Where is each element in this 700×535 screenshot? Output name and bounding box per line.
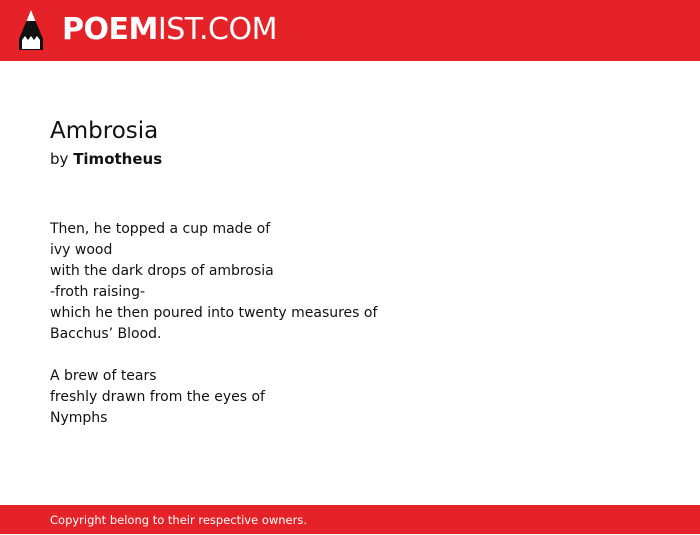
byline bbox=[50, 149, 162, 169]
poem-title: Ambrosia bbox=[50, 118, 159, 144]
pencil-tip-icon[interactable] bbox=[16, 9, 46, 52]
poem-body bbox=[50, 219, 377, 429]
poem-line: with the dark drops of ambrosia bbox=[50, 263, 274, 279]
poem-line: A brew of tears bbox=[50, 368, 157, 384]
poem-line: ivy wood bbox=[50, 242, 113, 258]
poem-line: Then, he topped a cup made of bbox=[50, 221, 271, 237]
logo-light-text: IST.COM bbox=[157, 12, 277, 47]
poem-line: freshly drawn from the eyes of bbox=[50, 389, 265, 405]
poem-line: which he then poured into twenty measures of bbox=[50, 305, 378, 321]
author-name[interactable]: Timotheus bbox=[73, 150, 163, 168]
poem-line: Bacchus’ Blood. bbox=[50, 326, 162, 342]
stanza bbox=[50, 219, 377, 345]
logo-bold-text: POEM bbox=[62, 12, 158, 47]
site-footer bbox=[0, 505, 700, 534]
stanza bbox=[50, 366, 377, 429]
copyright-text: Copyright belong to their respective owners. bbox=[50, 513, 308, 527]
poem-line: -froth raising- bbox=[50, 284, 146, 300]
by-label: by bbox=[50, 150, 69, 168]
site-logo[interactable] bbox=[62, 12, 277, 48]
stanza-divider bbox=[50, 345, 377, 366]
site-header bbox=[0, 0, 700, 61]
poem-line: Nymphs bbox=[50, 410, 108, 426]
